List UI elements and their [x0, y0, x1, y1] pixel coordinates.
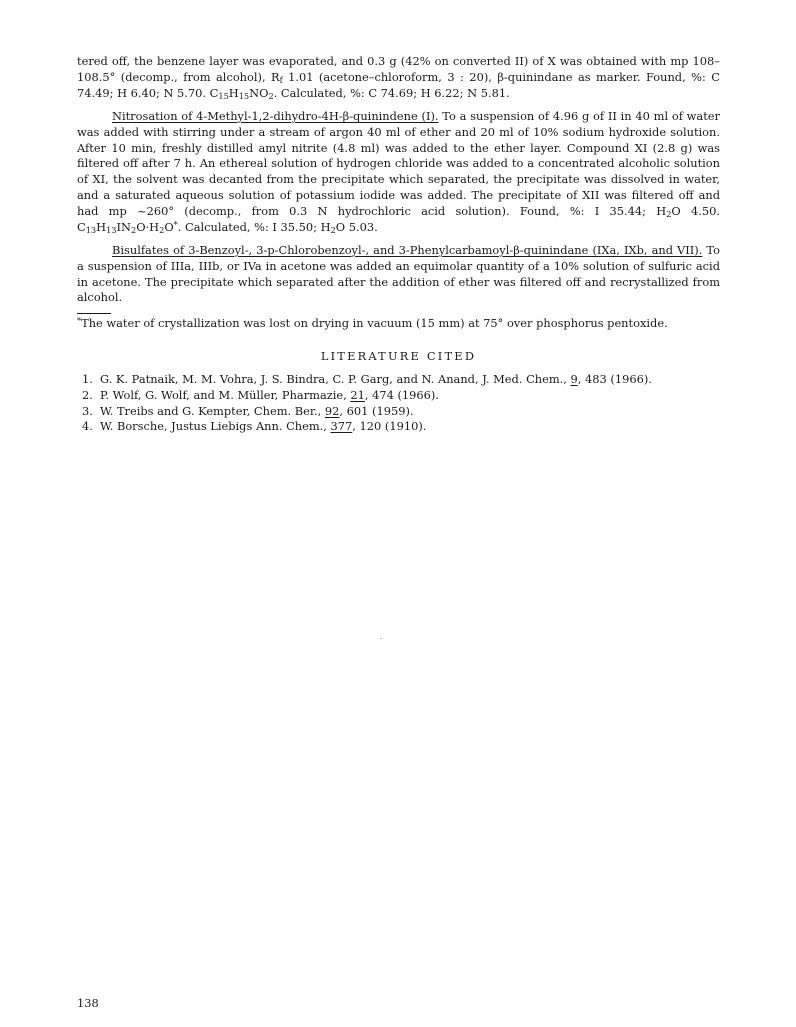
- reference-text: G. K. Patnaik, M. M. Vohra, J. S. Bindra, C. P. Garg, and N. Anand, J. Med. Chem.,: [100, 372, 571, 386]
- text-run: IN: [116, 219, 131, 234]
- text-run: To a suspension of IIIa, IIIb, or IVa in acetone was added an equimolar quantity of a 10% solution of sulfuric acid in acetone. The precipitate which separated after the addition of ether was filtered off and recrystallized from alcohol.: [77, 243, 720, 305]
- footnote-text: The water of crystallization was lost on drying in vacuum (15 mm) at 75° over phosphorus pentoxide.: [81, 316, 668, 330]
- text-run: O: [164, 219, 174, 234]
- subscript: 13: [106, 224, 117, 235]
- subscript: 15: [218, 90, 229, 101]
- subscript: 13: [85, 224, 97, 235]
- reference-text: , 474 (1966).: [364, 387, 439, 402]
- literature-heading: LITERATURE CITED: [320, 349, 477, 363]
- reference-item: [82, 388, 722, 404]
- reference-number: 1.: [82, 372, 93, 386]
- text-run: To a suspension of 4.96 g of II in 40 ml of water was added with stirring under a stream of argon 40 ml of ether and 20 ml of 10% sodium hydroxide solution. After 10 min, freshly distilled amyl nitrite (4.8 ml) was added to the ether layer. Compound XI (2.8 g) was filtered off after 7 h. An ethereal solution of hydrogen chloride was added to a concentrated alcoholic solution of XI, the solvent was decanted from the precipitate which separated, the precipitate was dissolved in water, and a saturated aqueous solution of potassium iodide was added. The precipitate of XII was filtered off and had mp ~260° (decomp., from 0.3 N hydrochloric acid solution). Found, %: I 35.44; H: [77, 109, 720, 218]
- text-run: 1.01 (acetone–chloroform, 3 : 20), β-quinindane as marker. Found, %: C 74.49; H 6.40; N 5.70. C: [77, 69, 720, 100]
- reference-text: W. Treibs and G. Kempter, Chem. Ber.,: [100, 403, 325, 418]
- subscript: 2: [268, 90, 274, 101]
- subscript: 2: [666, 208, 672, 219]
- page-number: 138: [77, 996, 99, 1010]
- subscript: 2: [159, 224, 165, 235]
- reference-item: [82, 404, 722, 420]
- reference-number: 2.: [82, 387, 93, 402]
- paragraph-nitrosation: [77, 109, 720, 235]
- section-heading-nitrosation: Nitrosation of 4-Methyl-1,2-dihydro-4H-β-quinindene (I).: [112, 109, 439, 123]
- reference-item: [82, 419, 722, 435]
- reference-volume: 377: [330, 419, 353, 434]
- text-run: O 4.50. C: [77, 203, 720, 234]
- reference-text: P. Wolf, G. Wolf, and M. Müller, Pharmazie,: [100, 387, 351, 402]
- scan-speck: [380, 638, 382, 639]
- footnote-marker: *: [173, 218, 178, 229]
- subscript: f: [279, 74, 283, 85]
- paragraph-continuation: [77, 54, 720, 101]
- footnote: [77, 316, 737, 332]
- reference-text: , 483 (1966).: [577, 372, 652, 386]
- text-run: . Calculated, %: I 35.50; H: [177, 219, 331, 234]
- subscript: 15: [238, 90, 250, 101]
- reference-number: 4.: [82, 419, 93, 434]
- reference-item: [82, 372, 722, 388]
- footnote-divider: [77, 313, 111, 314]
- reference-text: , 601 (1959).: [339, 403, 414, 418]
- text-run: NO: [249, 85, 269, 100]
- subscript: 2: [130, 224, 137, 235]
- text-run: tered off, the benzene layer was evaporated, and 0.3 g (42% on converted II) of X was obtained with mp 108–108.5° (decomp., from alcohol), R: [77, 54, 720, 84]
- subscript: 2: [330, 224, 336, 235]
- section-heading-bisulfates: Bisulfates of 3-Benzoyl-, 3-p-Chlorobenzoyl-, and 3-Phenylcarbamoyl-β-quinindane (IXa, IXb, and VII).: [112, 243, 703, 257]
- text-run: H: [96, 219, 107, 234]
- reference-volume: 9: [570, 372, 578, 386]
- text-run: H: [228, 85, 239, 100]
- reference-list: [82, 372, 722, 435]
- reference-text: W. Borsche, Justus Liebigs Ann. Chem.,: [100, 419, 331, 434]
- reference-volume: 92: [324, 403, 340, 418]
- text-run: . Calculated, %: C 74.69; H 6.22; N 5.81.: [273, 85, 510, 100]
- reference-text: , 120 (1910).: [352, 419, 427, 434]
- reference-volume: 21: [350, 387, 365, 402]
- footnote-mark: *: [77, 315, 82, 326]
- reference-number: 3.: [82, 403, 93, 418]
- text-run: O 5.03.: [335, 219, 378, 234]
- text-run: O·H: [136, 219, 160, 234]
- paragraph-bisulfates: [77, 243, 720, 306]
